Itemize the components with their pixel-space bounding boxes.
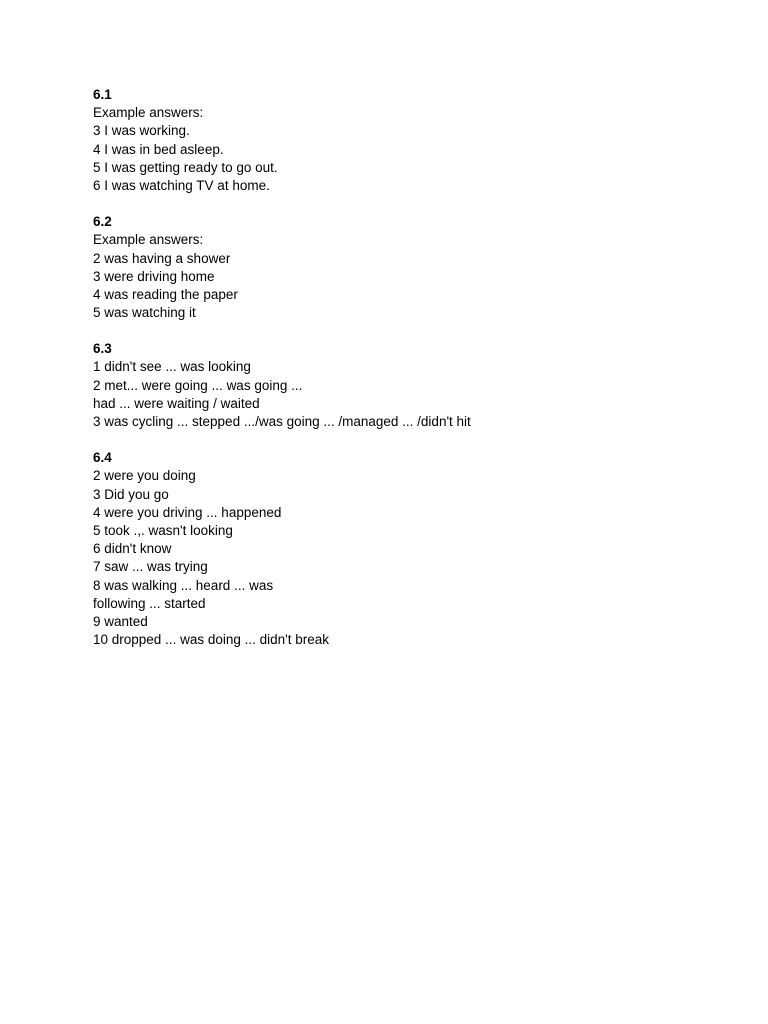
answer-line: 10 dropped ... was doing ... didn't break (93, 632, 329, 648)
answer-line: 4 were you driving ... happened (93, 504, 282, 520)
section-6-2 (93, 213, 733, 322)
section-title: 6.4 (93, 450, 112, 466)
answer-line: 3 were driving home (93, 268, 215, 284)
answer-line: 3 was cycling ... stepped .../was going ... /managed ... /didn't hit (93, 414, 471, 429)
answer-line: 3 Did you go (93, 486, 169, 502)
answer-line: following ... started (93, 595, 206, 611)
answer-line: Example answers: (93, 105, 204, 121)
answer-key-page (93, 86, 733, 667)
answer-line: 8 was walking ... heard ... was (93, 577, 274, 593)
section-6-3 (93, 340, 733, 431)
answer-line: 6 didn't know (93, 541, 172, 557)
answer-line: 5 I was getting ready to go out. (93, 159, 278, 175)
answer-line: 4 was reading the paper (93, 286, 238, 302)
answer-line: 4 I was in bed asleep. (93, 141, 224, 157)
answer-line: Example answers: (93, 232, 204, 248)
answer-line: 7 saw ... was trying (93, 559, 208, 575)
answer-line: 6 I was watching TV at home. (93, 177, 270, 193)
section-title: 6.3 (93, 341, 112, 357)
answer-line: 2 were you doing (93, 468, 196, 484)
answer-line: had ... were waiting / waited (93, 395, 260, 411)
answer-line: 2 met... were going ... was going ... (93, 377, 303, 393)
answer-line: 9 wanted (93, 613, 148, 629)
answer-line: 1 didn't see ... was looking (93, 359, 251, 375)
section-6-4 (93, 449, 733, 649)
answer-line: 5 took .,. wasn't looking (93, 522, 233, 538)
section-title: 6.1 (93, 87, 112, 102)
answer-line: 2 was having a shower (93, 250, 231, 266)
answer-line: 5 was watching it (93, 305, 196, 321)
section-6-1 (93, 86, 733, 195)
answer-line: 3 I was working. (93, 123, 190, 139)
section-title: 6.2 (93, 214, 112, 230)
